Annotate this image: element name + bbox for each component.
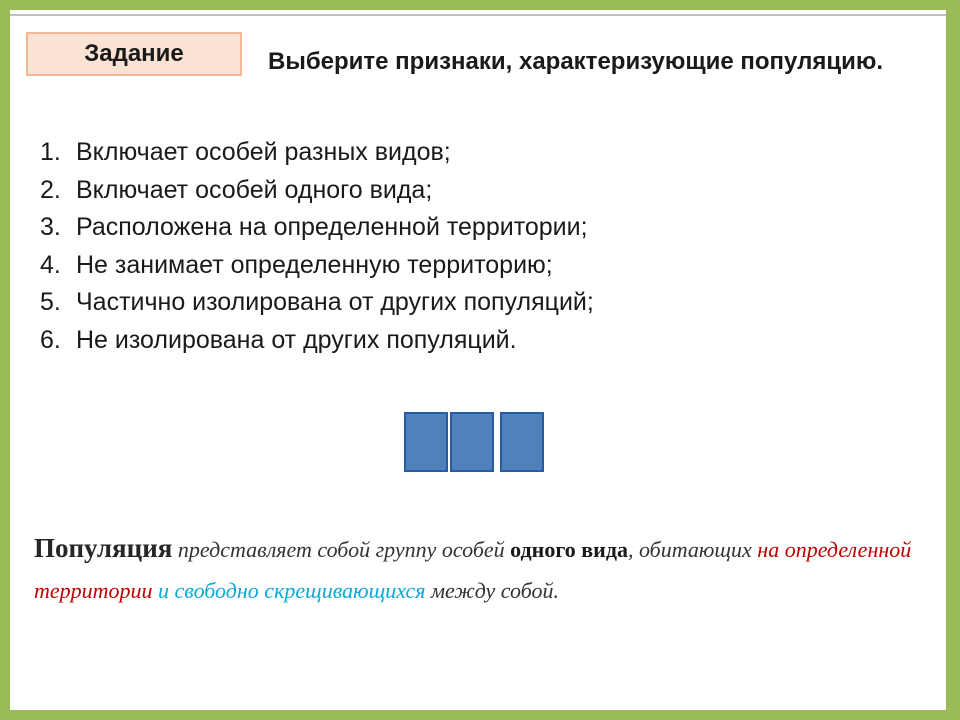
definition-text bbox=[34, 528, 914, 611]
top-divider bbox=[10, 14, 946, 16]
task-label-badge bbox=[26, 32, 242, 76]
option-item bbox=[40, 247, 900, 285]
definition-part-2: , обитающих bbox=[627, 537, 758, 562]
option-text: Не изолирована от других популяций. bbox=[76, 325, 517, 354]
definition-part-3: между собой. bbox=[425, 578, 559, 603]
option-number: 5. bbox=[40, 288, 61, 316]
answer-box-1[interactable] bbox=[404, 412, 448, 472]
definition-term: Популяция bbox=[34, 533, 173, 563]
slide bbox=[10, 10, 946, 710]
option-number: 2. bbox=[40, 175, 61, 204]
option-item bbox=[40, 134, 900, 172]
option-number: 4. bbox=[40, 250, 61, 279]
option-text: Не занимает определенную территорию; bbox=[76, 250, 553, 279]
option-item bbox=[40, 209, 900, 247]
option-item bbox=[40, 322, 900, 360]
option-item bbox=[40, 172, 900, 210]
answer-boxes bbox=[404, 412, 544, 476]
answer-box-3[interactable] bbox=[500, 412, 544, 472]
option-text: Расположена на определенной территории; bbox=[76, 213, 588, 241]
option-number: 3. bbox=[40, 213, 61, 241]
option-text: Включает особей разных видов; bbox=[76, 138, 451, 166]
option-text: Частично изолирована от других популяций; bbox=[76, 288, 594, 316]
task-question: Выберите признаки, характеризующие популяцию. bbox=[268, 48, 883, 75]
option-item bbox=[40, 284, 900, 322]
option-number: 6. bbox=[40, 325, 61, 354]
option-text: Включает особей одного вида; bbox=[76, 175, 433, 204]
answer-box-2[interactable] bbox=[450, 412, 494, 472]
options-list bbox=[40, 134, 900, 359]
definition-blue: и свободно скрещивающихся bbox=[152, 578, 426, 603]
definition-part-1: представляет собой группу особей bbox=[172, 537, 511, 562]
definition-red: на определенной территории bbox=[34, 537, 912, 603]
task-label: Задание bbox=[84, 40, 184, 67]
definition-bold: одного вида bbox=[510, 537, 628, 562]
option-number: 1. bbox=[40, 138, 61, 166]
